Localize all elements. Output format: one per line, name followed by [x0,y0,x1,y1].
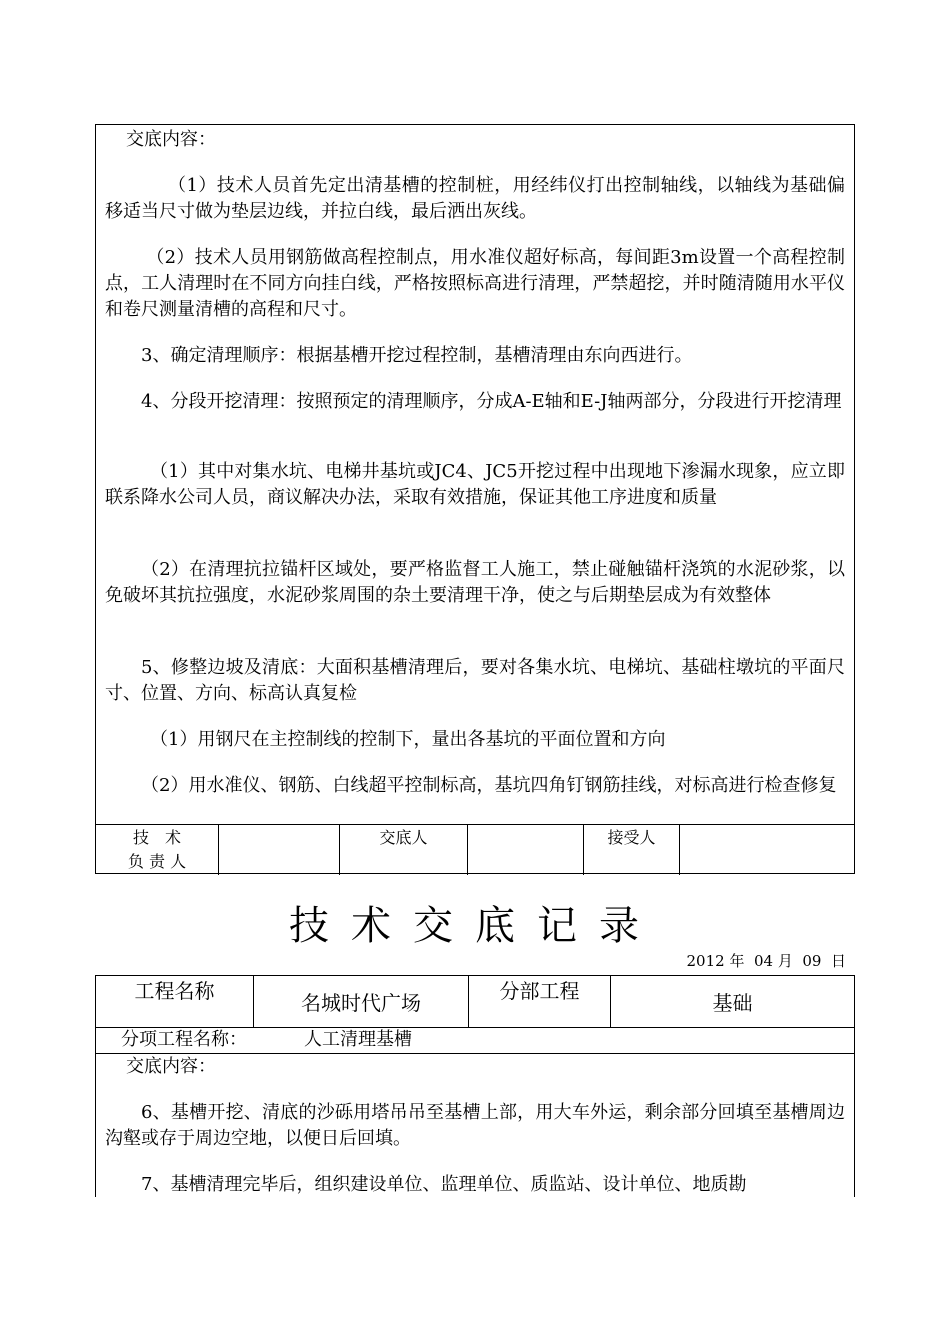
tech-lead-signature-cell [219,825,340,875]
division-value-cell [611,976,854,1027]
disclosure-sheet-continued [95,124,855,874]
tech-lead-label-cell [96,825,219,875]
paragraph: （1）用钢尺在主控制线的控制下，量出各基坑的平面位置和方向 [150,729,666,750]
division-value: 基础 [712,991,753,1015]
project-name-value: 名城时代广场 [301,991,421,1015]
subitem-label: 分项工程名称： [121,1029,247,1050]
content-label: 交底内容： [126,1056,216,1077]
division-label-cell [469,976,611,1027]
paragraph: 3、确定清理顺序：根据基槽开挖过程控制，基槽清理由东向西进行。 [141,345,693,366]
tech-lead-label-line2: 负 责 人 [127,852,187,871]
project-name-value-cell [254,976,469,1027]
project-row [96,976,854,1028]
disclosure-content [96,125,854,825]
paragraph: （1）其中对集水坑、电梯井基坑或JC4、JC5开挖过程中出现地下渗漏水现象，应立即联系降水公司人员，商议解决办法，采取有效措施，保证其他工序进度和质量 [105,461,845,508]
discloser-signature-cell [468,825,584,875]
receiver-label: 接受人 [607,828,656,847]
discloser-label-cell [340,825,468,875]
paragraph: （2）用水准仪、钢筋、白线超平控制标高，基坑四角钉钢筋挂线，对标高进行检查修复 [141,775,837,796]
project-name-label-cell [96,976,254,1027]
record-date: 2012 年 04 月 09 日 [686,952,846,970]
tech-lead-label-line1: 技 术 [132,828,181,847]
division-label: 分部工程 [499,979,580,1003]
paragraph: （2）技术人员用钢筋做高程控制点，用水准仪超好标高，每间距3m设置一个高程控制点，工人清理时在不同方向挂白线，严格按照标高进行清理，严禁超挖，并时随清随用水平仪和卷尺测量清槽的高程和尺寸。 [105,247,845,320]
page-title: 技术交底记录 [289,903,661,949]
receiver-signature-cell [680,825,854,875]
paragraph: 6、基槽开挖、清底的沙砾用塔吊吊至基槽上部，用大车外运，剩余部分回填至基槽周边沟壑或存于周边空地，以便日后回填。 [105,1102,845,1149]
project-name-label: 工程名称 [134,979,215,1003]
paragraph: （2）在清理抗拉锚杆区域处，要严格监督工人施工，禁止碰触锚杆浇筑的水泥砂浆，以免破坏其抗拉强度，水泥砂浆周围的杂土要清理干净，使之与后期垫层成为有效整体 [105,559,845,606]
paragraph: 5、修整边坡及清底：大面积基槽清理后，要对各集水坑、电梯坑、基础柱墩坑的平面尺寸、位置、方向、标高认真复检 [105,657,845,704]
content-label: 交底内容： [126,129,216,150]
subitem-value: 人工清理基槽 [304,1029,412,1050]
subitem-row [96,1027,854,1054]
discloser-label: 交底人 [379,828,428,847]
signature-row [96,824,854,875]
paragraph: 4、分段开挖清理：按照预定的清理顺序，分成A-E轴和E-J轴两部分，分段进行开挖清理 [141,391,842,412]
disclosure-sheet [95,975,855,1197]
paragraph: 7、基槽清理完毕后，组织建设单位、监理单位、质监站、设计单位、地质勘 [141,1174,747,1195]
paragraph: （1）技术人员首先定出清基槽的控制桩，用经纬仪打出控制轴线，以轴线为基础偏移适当尺寸做为垫层边线，并拉白线，最后洒出灰线。 [105,175,845,222]
receiver-label-cell [584,825,680,875]
